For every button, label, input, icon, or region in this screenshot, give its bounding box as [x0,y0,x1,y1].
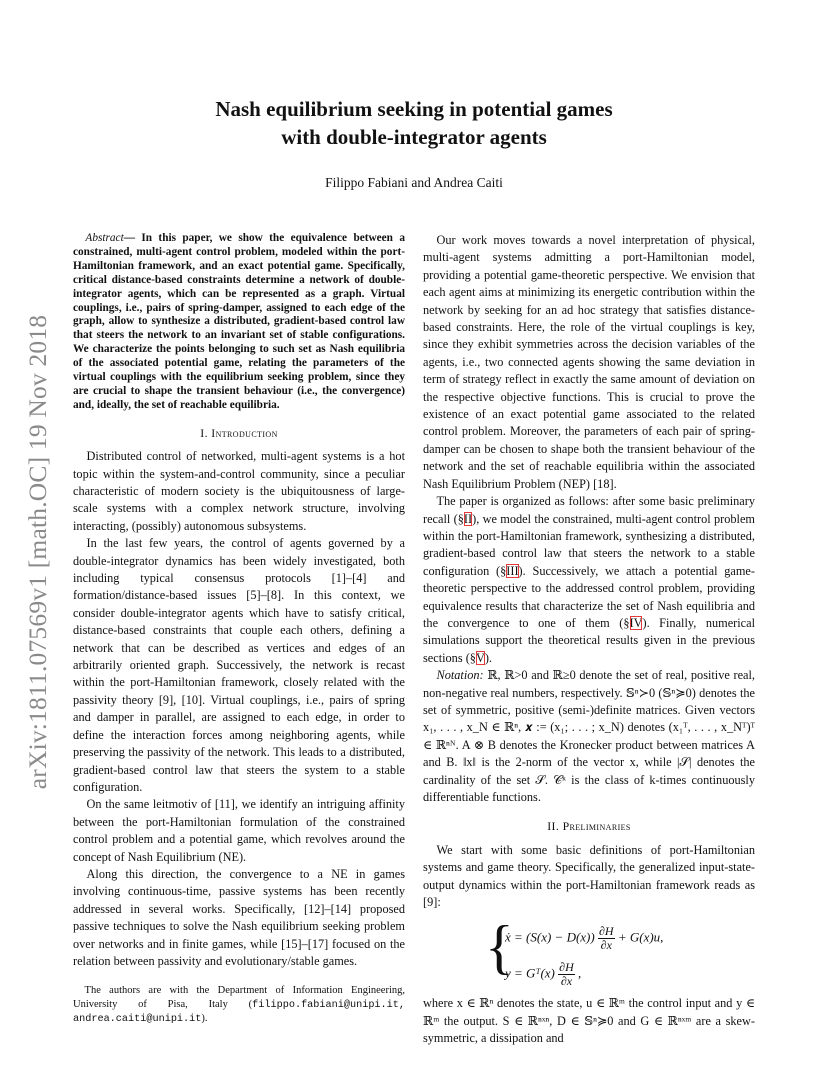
right-paragraph-1: Our work moves towards a novel interpretation of physical, multi-agent systems admitting a port-Hamiltonian model, providing a potential game-theoretic perspective. We envision that each agent aims at minimizing its energetic contribution within the network by seeking for an ad hoc strategy that satisfies distance-based constraints. Here, the role of the virtual couplings is key, since they exhibit symmetries across the decision variables of the agents, i.e., two connected agents showing the same deviation in term of strategy reflect in exactly the same amount of deviation on the respective objective functions. This is crucial to prove the existence of an exact potential game associated to the related control problem. Moreover, the parameters of each pair of spring-damper can be chosen to shape both the transient behaviour of the network and the set of reachable equilibria within the associated Nash Equilibrium Problem (NEP) [18]. [423,233,755,491]
fraction-numerator: ∂H [559,960,574,975]
equation-2-lhs: y = Gᵀ(x) [505,965,555,981]
equation-1-rhs: + G(x)u, [617,929,664,945]
organization-text-e: ). [484,650,492,665]
left-column [73,232,405,1027]
footnote-emails: filippo.fabiani@unipi.it, andrea.caiti@unipi.it [73,999,405,1026]
notation-paragraph [423,667,755,806]
equation-brace: { [485,914,514,981]
abstract [73,232,405,413]
equation-1-fraction [598,925,615,952]
arxiv-identifier: arXiv:1811.07569v1 [math.OC] 19 Nov 2018 [23,314,52,790]
notation-label: Notation: [436,668,484,683]
section-heading-preliminaries: II. Preliminaries [547,819,631,834]
title-line-2: with double-integrator agents [281,125,547,149]
fraction-numerator: ∂H [598,924,614,939]
intro-paragraph-2: In the last few years, the control of agents governed by a double-integrator dynamics has been widely investigated, both including typical consensus protocols [1]–[4] and formation/distance-based issues [5]–[8]. In this context, we consider double-integrator agents which have to satisfy critical, distance-based constraints that couple each others, defining a network that can be described as vertices and edges of an arbitrarily oriented graph. Successively, the network is recast within the port-Hamiltonian framework, closely related with the passivity theory [9], [10]. Virtual couplings, i.e., pairs of spring and damper in parallel, are assigned to each edge, in order to define the interaction forces among neighboring agents, while preserving the passivity of the network. This leads to a distributed, gradient-based control law that steers the system to a stable configuration. [73,536,405,794]
intro-paragraph-3: On the same leitmotiv of [11], we identify an intriguing affinity between the port-Hamiltonian formulation of the constrained control problem and a potential game, which revolves around the concept of Nash Equilibrium (NE). [73,797,405,864]
equation-line-1 [505,925,663,952]
footnote-close: ). [201,1013,208,1025]
section-link-iii[interactable]: III [506,563,519,578]
footnote-text: The authors are with the Department of Information Engineering, University of Pisa, Italy ( [73,985,405,1010]
organization-text-a: The paper is organized as follows: after some basic preliminary recall (§ [423,494,755,526]
section-link-ii[interactable]: II [463,511,473,526]
arxiv-sidebar [18,262,58,842]
abstract-text: — In this paper, we show the equivalence between a constrained, multi-agent control problem, modeled within the port-Hamiltonian framework, and an exact potential game. Specifically, critical distance-based constraints determine a network of double-integrator agents, which can be represented as a graph. Virtual couplings, i.e., pairs of spring-damper, assigned to each edge of the graph, allow to synthesize a distributed, gradient-based control law that steers the network to an invariant set of stable configurations. We characterize the points belonging to such set as Nash equilibria of the associated potential game, relating the parameters of the virtual couplings with the equilibrium seeking problem, since they are crucial to shape the transient behaviour (i.e., the convergence) and, ideally, the set of reachable equilibria. [73,232,405,411]
paper-authors: Filippo Fabiani and Andrea Caiti [325,175,503,190]
paper-title [0,95,828,151]
preliminaries-paragraph-2: where x ∈ ℝⁿ denotes the state, u ∈ ℝᵐ the control input and y ∈ ℝᵐ the output. S ∈ ℝⁿˣⁿ, D ∈ 𝕊ⁿ≽0 and G ∈ ℝⁿˣᵐ are a skew-symmetric, a dissipation and [423,996,755,1046]
abstract-label: Abstract [85,232,124,244]
fraction-denominator: ∂x [600,938,612,953]
title-line-1: Nash equilibrium seeking in potential games [215,97,613,121]
section-link-v[interactable]: V [475,650,485,665]
section-link-iv[interactable]: IV [629,615,643,630]
fraction-denominator: ∂x [560,974,573,989]
right-column [423,232,755,1048]
organization-text-d: ). Finally, numerical simulations support the theoretical results given in the previous sections (§ [423,615,755,665]
section-heading-introduction: I. Introduction [200,425,278,440]
equation-line-2 [505,961,581,988]
notation-text: ℝ, ℝ>0 and ℝ≥0 denote the set of real, positive real, non-negative real numbers, respectively. 𝕊ⁿ≻0 (𝕊ⁿ≽0) denotes the set of symmetric, positive (semi-)definite matrices. Given vectors x₁, . . . , x_N ∈ ℝⁿ, 𝒙 := (x₁; . . . ; x_N) denotes (x₁ᵀ, . . . , x_Nᵀ)ᵀ ∈ ℝⁿᴺ. A ⊗ B denotes the Kronecker product between matrices A and B. ‖x‖ is the 2-norm of the vector x, while |𝒮| denotes the cardinality of the set 𝒮. 𝒞ᵏ is the class of k-times continuously differentiable functions. [423,668,755,804]
intro-paragraph-4: Along this direction, the convergence to a NE in games involving continuous-time, passive systems has been recently addressed in several works. Specifically, [12]–[14] proposed passive techniques to solve the Nash equilibrium seeking problem over networks and in finite games, while [15]–[17] focused on the relation between passivity and evolutionary/stable games. [73,866,405,968]
intro-paragraph-1: Distributed control of networked, multi-agent systems is a hot topic within the system-and-control community, since a peculiar characteristic of modern society is the ubiquitousness of large-scale systems with a complex network structure, involving interacting, (possibly) autonomous subsystems. [73,449,405,533]
footnote-affiliation [73,984,405,1026]
equation-2-fraction [558,961,575,988]
preliminaries-paragraph-1: We start with some basic definitions of port-Hamiltonian systems and game theory. Specifically, the generalized input-state-output dynamics within the port-Hamiltonian framework reads as [9]: [423,842,755,910]
organization-text-b: ), we model the constrained, multi-agent control problem within the port-Hamiltonian framework, synthesizing a distributed, gradient-based control law that steers the network to a stable configuration (§ [423,511,755,578]
organization-paragraph [423,493,755,667]
equation-1-lhs: ẋ = (S(x) − D(x)) [505,929,595,945]
equation-port-hamiltonian [423,914,755,989]
organization-text-c: ). Successively, we attach a potential game-theoretic perspective to the addressed control problem, providing equivalence results that characterize the set of Nash equilibria and the convergence to one of them (§ [423,563,755,630]
equation-2-rhs: , [578,965,582,981]
